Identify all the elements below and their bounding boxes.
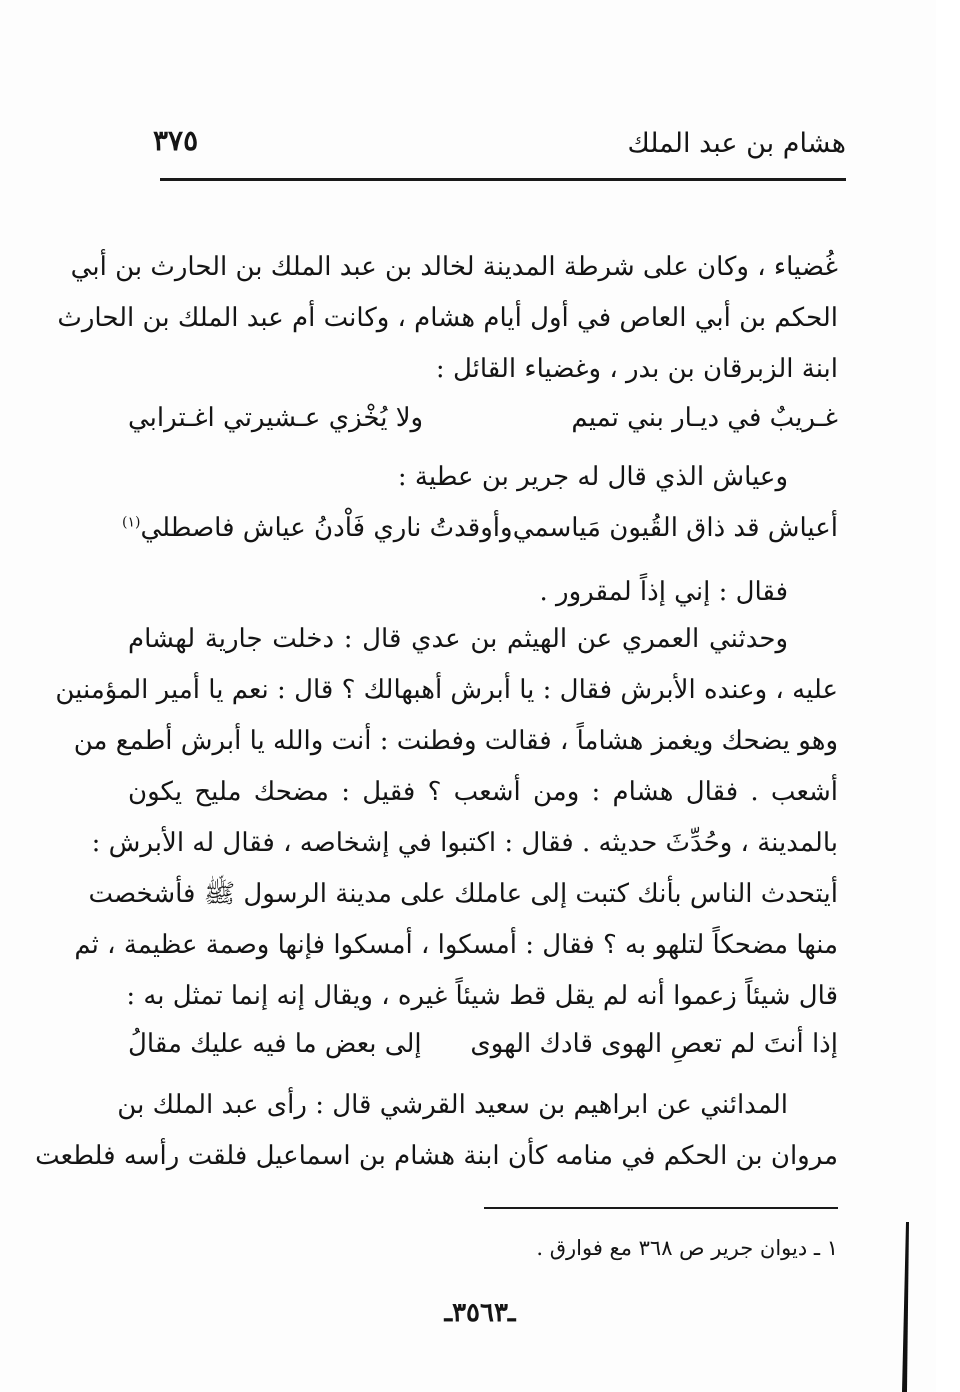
text-line: منها مضحكاً لتلهو به ؟ فقال : أمسكوا ، أمسكوا فإنها وصمة عظيمة ، ثم (74, 930, 838, 960)
text-line: مروان بن الحكم في منامه كأن ابنة هشام بن اسماعيل فلقت رأسه فلطعت (35, 1141, 838, 1171)
verse-second-hemistich: ولا يُخْزي عـشيرتي اغـترابي (128, 403, 424, 433)
scan-edge-mark (900, 1222, 910, 1392)
text-line: وعياش الذي قال له جرير بن عطية : (397, 462, 788, 492)
text-line: وهو يضحك ويغمز هشاماً ، فقالت وفطنت : أنت والله يا أبرش أطمع من (73, 726, 838, 756)
page-number-top: ٣٧٥ (153, 124, 199, 157)
footnote-marker: (١) (122, 514, 141, 531)
page-number-bottom: ـ٣٥٦٣ـ (444, 1298, 516, 1328)
text-line: ابنة الزبرقان بن بدر ، وغضياء القائل : (435, 354, 838, 384)
verse-first-hemistich: غـريبٌ في ديـار بني تميم (571, 403, 838, 433)
text-line: فقال : إني إذاً لمقرور . (539, 577, 788, 607)
header-rule (160, 178, 846, 181)
running-header-title: هشام بن عبد الملك (627, 128, 846, 159)
verse-first-hemistich: أعياش قد ذاق القُيون مَياسمي (512, 513, 838, 543)
text-line: بالمدينة ، وحُدِّثَ حديثه . فقال : اكتبوا في إشخاصه ، فقال له الأبرش : (91, 828, 838, 858)
verse-second-hemistich-text: وأوقدتُ ناري فَاْدنُ عياش فاصطلي (140, 513, 513, 543)
text-line: وحدثني العمري عن الهيثم بن عدي قال : دخلت جارية لهشام (128, 624, 788, 654)
text-line: المدائني عن ابراهيم بن سعيد القرشي قال : رأى عبد الملك بن (117, 1090, 788, 1120)
footnote: ١ ـ ديوان جرير ص ٣٦٨ مع فوارق . (536, 1236, 838, 1260)
text-line: غُضياء ، وكان على شرطة المدينة لخالد بن عبد الملك بن الحارث بن أبي (70, 252, 838, 282)
footnote-rule (484, 1207, 838, 1209)
verse-first-hemistich: إذا أنتَ لم تعصِ الهوى قادك الهوى (470, 1029, 838, 1059)
verse-line (122, 506, 838, 550)
verse-second-hemistich: إلى بعض ما فيه عليك مقالُ (128, 1029, 422, 1059)
verse-second-hemistich (122, 506, 513, 550)
text-line: عليه ، وعنده الأبرش فقال : يا أبرش أهبهالك ؟ قال : نعم يا أمير المؤمنين (55, 675, 838, 705)
verse-line (128, 1022, 838, 1066)
text-line: الحكم بن أبي العاص في أول أيام هشام ، وكانت أم عبد الملك بن الحارث (57, 303, 838, 333)
text-line: أيتحدث الناس بأنك كتبت إلى عاملك على مدينة الرسول ﷺ فأشخصت (88, 879, 838, 909)
verse-line (128, 396, 838, 440)
text-line: قال شيئاً زعموا أنه لم يقل قط شيئاً غيره ، ويقال إنه إنما تمثل به : (126, 981, 838, 1011)
text-line: أشعب . فقال هشام : ومن أشعب ؟ فقيل : مضحك مليح يكون (128, 777, 838, 807)
